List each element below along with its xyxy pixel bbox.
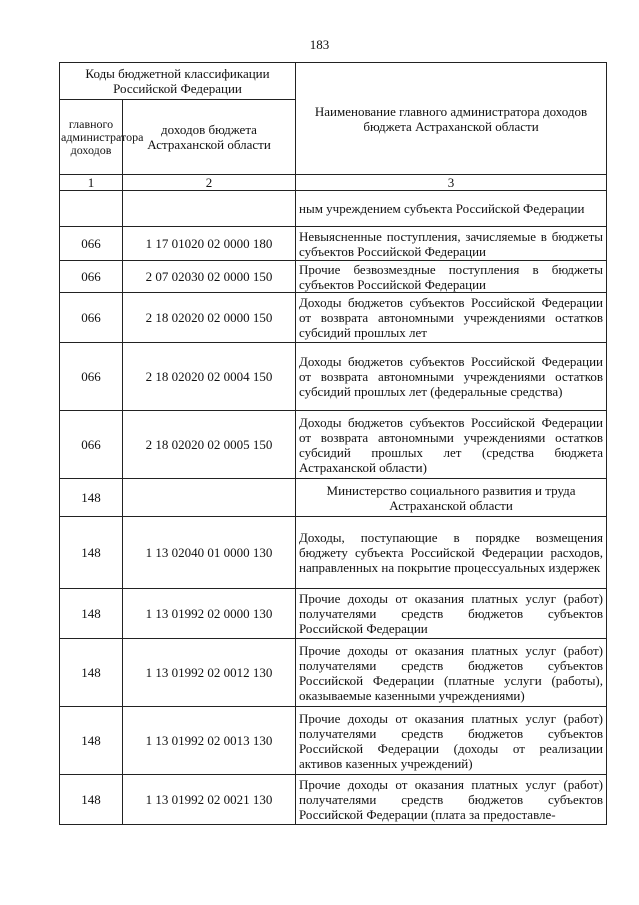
column-number-2: 2 xyxy=(123,175,296,191)
income-name-cell: Прочие доходы от оказания платных услуг (работ) получателями средств бюджетов субъектов Российской Федерации (плата за предоставле- xyxy=(296,775,607,825)
income-code-cell: 1 17 01020 02 0000 180 xyxy=(123,227,296,261)
page-number: 183 xyxy=(309,37,330,52)
table-row xyxy=(60,293,607,343)
admin-code-cell: 066 xyxy=(60,261,123,293)
income-name-cell: Министерство социального развития и труда Астраханской области xyxy=(296,479,607,517)
table-row xyxy=(60,227,607,261)
admin-column-header: главного администратора доходов xyxy=(60,100,123,175)
table-body xyxy=(60,191,607,825)
table-row xyxy=(60,707,607,775)
income-code-cell: 2 18 02020 02 0004 150 xyxy=(123,343,296,411)
income-name-cell: Доходы бюджетов субъектов Российской Федерации от возврата автономными учреждениями остатков субсидий прошлых лет (средства бюджета Астраханской области) xyxy=(296,411,607,479)
income-name-cell: Прочие доходы от оказания платных услуг (работ) получателями средств бюджетов субъектов Российской Федерации (платные услуги (работы), оказываемые казенными учреждениями) xyxy=(296,639,607,707)
table-row xyxy=(60,411,607,479)
income-code-cell: 1 13 01992 02 0000 130 xyxy=(123,589,296,639)
admin-code-cell: 148 xyxy=(60,775,123,825)
header-row-group xyxy=(60,63,607,100)
name-column-header: Наименование главного администратора доходов бюджета Астраханской области xyxy=(296,63,607,175)
table-row xyxy=(60,261,607,293)
table-row xyxy=(60,343,607,411)
income-code-cell: 2 18 02020 02 0000 150 xyxy=(123,293,296,343)
table-row xyxy=(60,639,607,707)
admin-code-cell: 148 xyxy=(60,517,123,589)
codes-group-header: Коды бюджетной классификации Российской Федерации xyxy=(60,63,296,100)
admin-code-cell: 148 xyxy=(60,479,123,517)
table-row xyxy=(60,479,607,517)
admin-code-cell: 148 xyxy=(60,707,123,775)
column-number-1: 1 xyxy=(60,175,123,191)
income-code-cell: 2 07 02030 02 0000 150 xyxy=(123,261,296,293)
income-column-header: доходов бюджета Астраханской области xyxy=(123,100,296,175)
admin-code-cell: 066 xyxy=(60,343,123,411)
income-code-cell: 1 13 02040 01 0000 130 xyxy=(123,517,296,589)
admin-code-cell: 066 xyxy=(60,293,123,343)
column-number-3: 3 xyxy=(296,175,607,191)
income-name-cell: Доходы, поступающие в порядке возмещения бюджету субъекта Российской Федерации расходов, направленных на покрытие процессуальных издержек xyxy=(296,517,607,589)
income-name-cell: ным учреждением субъекта Российской Федерации xyxy=(296,191,607,227)
table-row xyxy=(60,517,607,589)
income-name-cell: Невыясненные поступления, зачисляемые в бюджеты субъектов Российской Федерации xyxy=(296,227,607,261)
income-code-cell: 1 13 01992 02 0012 130 xyxy=(123,639,296,707)
table-row xyxy=(60,191,607,227)
admin-code-cell: 148 xyxy=(60,589,123,639)
income-code-cell: 1 13 01992 02 0013 130 xyxy=(123,707,296,775)
income-name-cell: Прочие доходы от оказания платных услуг (работ) получателями средств бюджетов субъектов Российской Федерации xyxy=(296,589,607,639)
income-code-cell: 1 13 01992 02 0021 130 xyxy=(123,775,296,825)
budget-classification-table xyxy=(59,62,607,825)
table-row xyxy=(60,775,607,825)
admin-code-cell: 066 xyxy=(60,227,123,261)
income-code-cell xyxy=(123,479,296,517)
table-row xyxy=(60,589,607,639)
income-name-cell: Доходы бюджетов субъектов Российской Федерации от возврата автономными учреждениями остатков субсидий прошлых лет xyxy=(296,293,607,343)
admin-code-cell xyxy=(60,191,123,227)
income-code-cell: 2 18 02020 02 0005 150 xyxy=(123,411,296,479)
column-number-row xyxy=(60,175,607,191)
admin-code-cell: 148 xyxy=(60,639,123,707)
income-name-cell: Прочие безвозмездные поступления в бюджеты субъектов Российской Федерации xyxy=(296,261,607,293)
income-name-cell: Прочие доходы от оказания платных услуг (работ) получателями средств бюджетов субъектов Российской Федерации (доходы от реализации активов казенных учреждений) xyxy=(296,707,607,775)
admin-code-cell: 066 xyxy=(60,411,123,479)
income-code-cell xyxy=(123,191,296,227)
income-name-cell: Доходы бюджетов субъектов Российской Федерации от возврата автономными учреждениями остатков субсидий прошлых лет (федеральные средства) xyxy=(296,343,607,411)
